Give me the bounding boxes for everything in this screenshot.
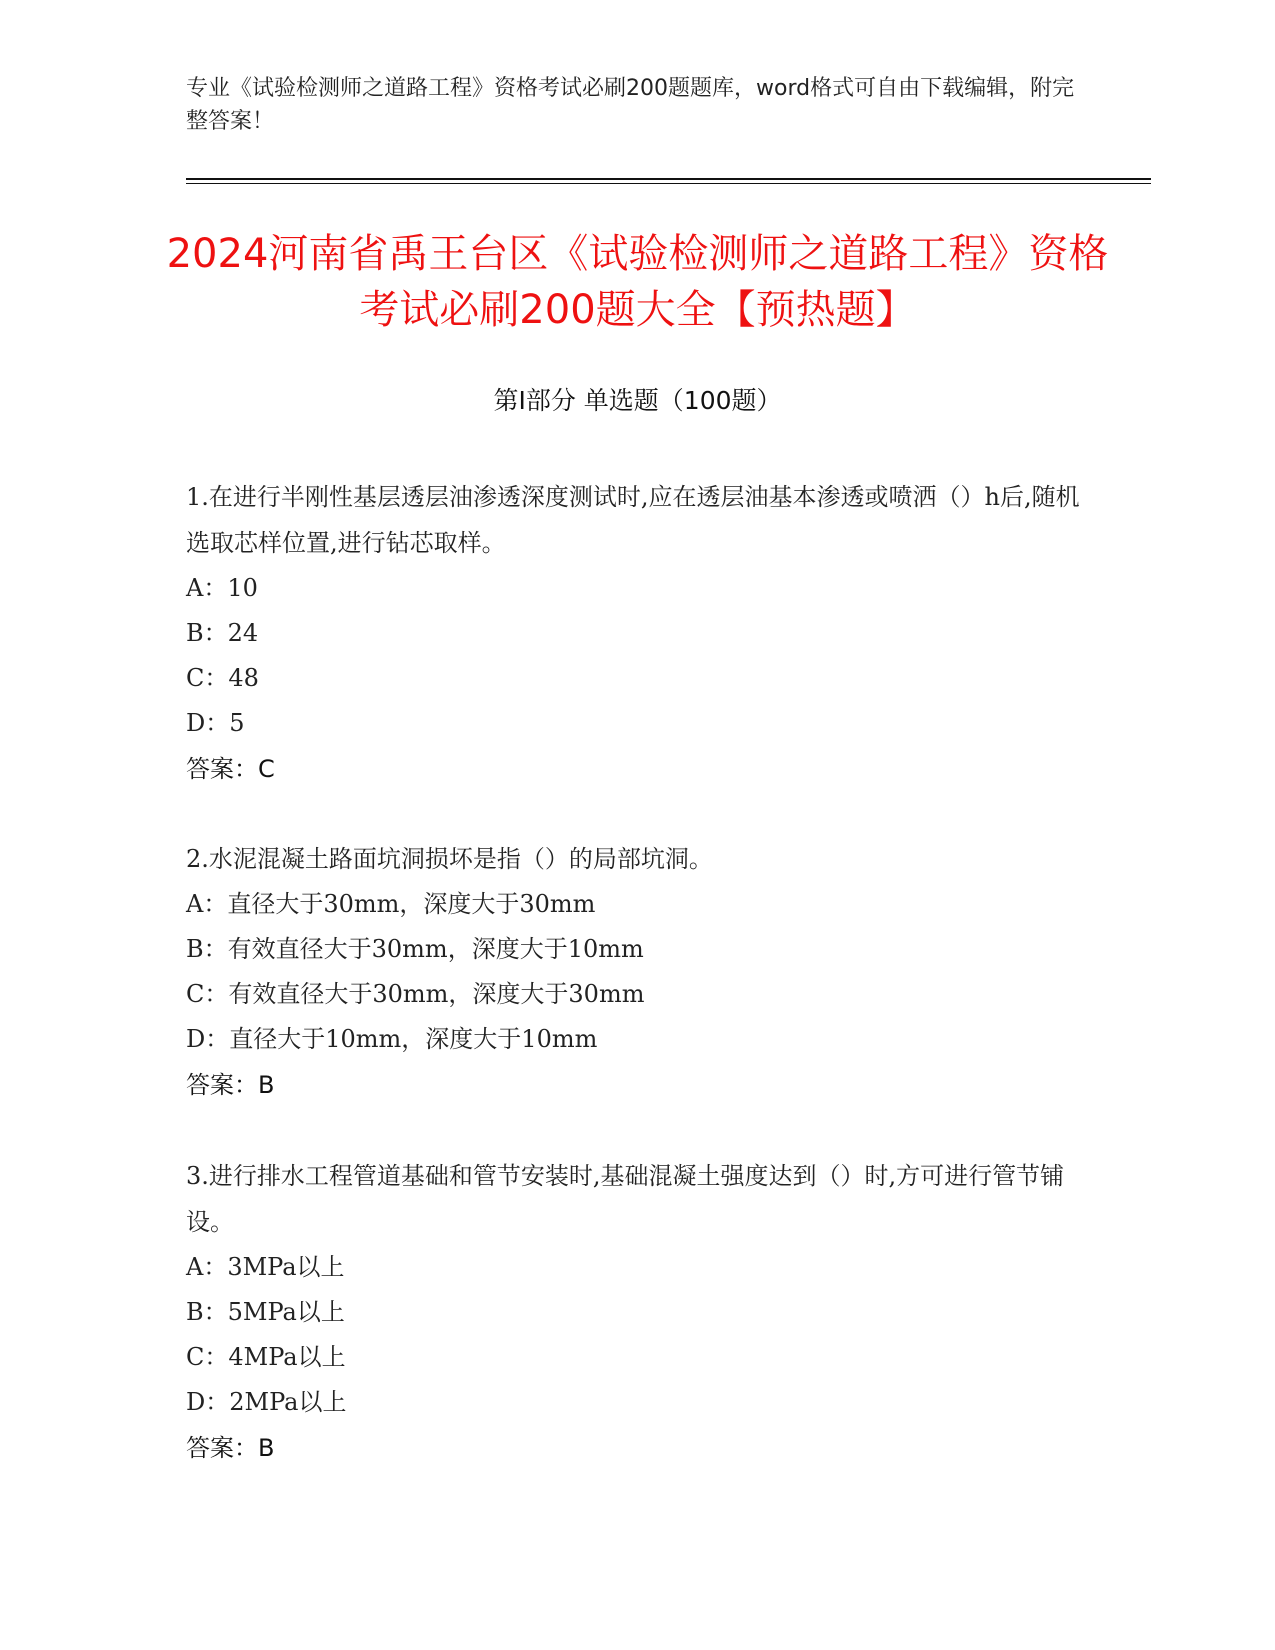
header-divider-thin (186, 183, 1151, 184)
document-title: 2024河南省禹王台区《试验检测师之道路工程》资格考试必刷200题大全【预热题】 (166, 231, 1109, 333)
option-b: B：5MPa以上 (186, 1298, 345, 1326)
option-c: C：有效直径大于30mm，深度大于30mm (186, 980, 645, 1008)
question-stem: 2.水泥混凝土路面坑洞损坏是指（）的局部坑洞。 (186, 845, 713, 873)
option-a: A：10 (186, 574, 258, 602)
question-stem: 3.进行排水工程管道基础和管节安装时,基础混凝土强度达到（）时,方可进行管节铺设。 (186, 1162, 1065, 1236)
option-d: D：直径大于10mm，深度大于10mm (186, 1025, 598, 1053)
question-answer: 答案：C (186, 755, 275, 783)
section-heading: 第I部分 单选题（100题） (493, 386, 782, 415)
option-d: D：5 (186, 709, 245, 737)
question-answer: 答案：B (186, 1071, 275, 1099)
option-a: A：直径大于30mm，深度大于30mm (186, 890, 596, 918)
option-c: C：48 (186, 664, 259, 692)
option-b: B：有效直径大于30mm，深度大于10mm (186, 935, 644, 963)
question-answer: 答案：B (186, 1434, 275, 1462)
question-stem: 1.在进行半刚性基层透层油渗透深度测试时,应在透层油基本渗透或喷洒（）h后,随机选取芯样位置,进行钻芯取样。 (186, 483, 1080, 557)
option-b: B：24 (186, 619, 259, 647)
question-block (186, 474, 1086, 792)
option-d: D：2MPa以上 (186, 1388, 347, 1416)
option-c: C：4MPa以上 (186, 1343, 346, 1371)
header-divider-thick (186, 178, 1151, 180)
option-a: A：3MPa以上 (186, 1253, 345, 1281)
question-block (186, 836, 1086, 1108)
header-note: 专业《试验检测师之道路工程》资格考试必刷200题题库，word格式可自由下载编辑，附完整答案！ (186, 76, 1075, 134)
question-block (186, 1153, 1086, 1471)
